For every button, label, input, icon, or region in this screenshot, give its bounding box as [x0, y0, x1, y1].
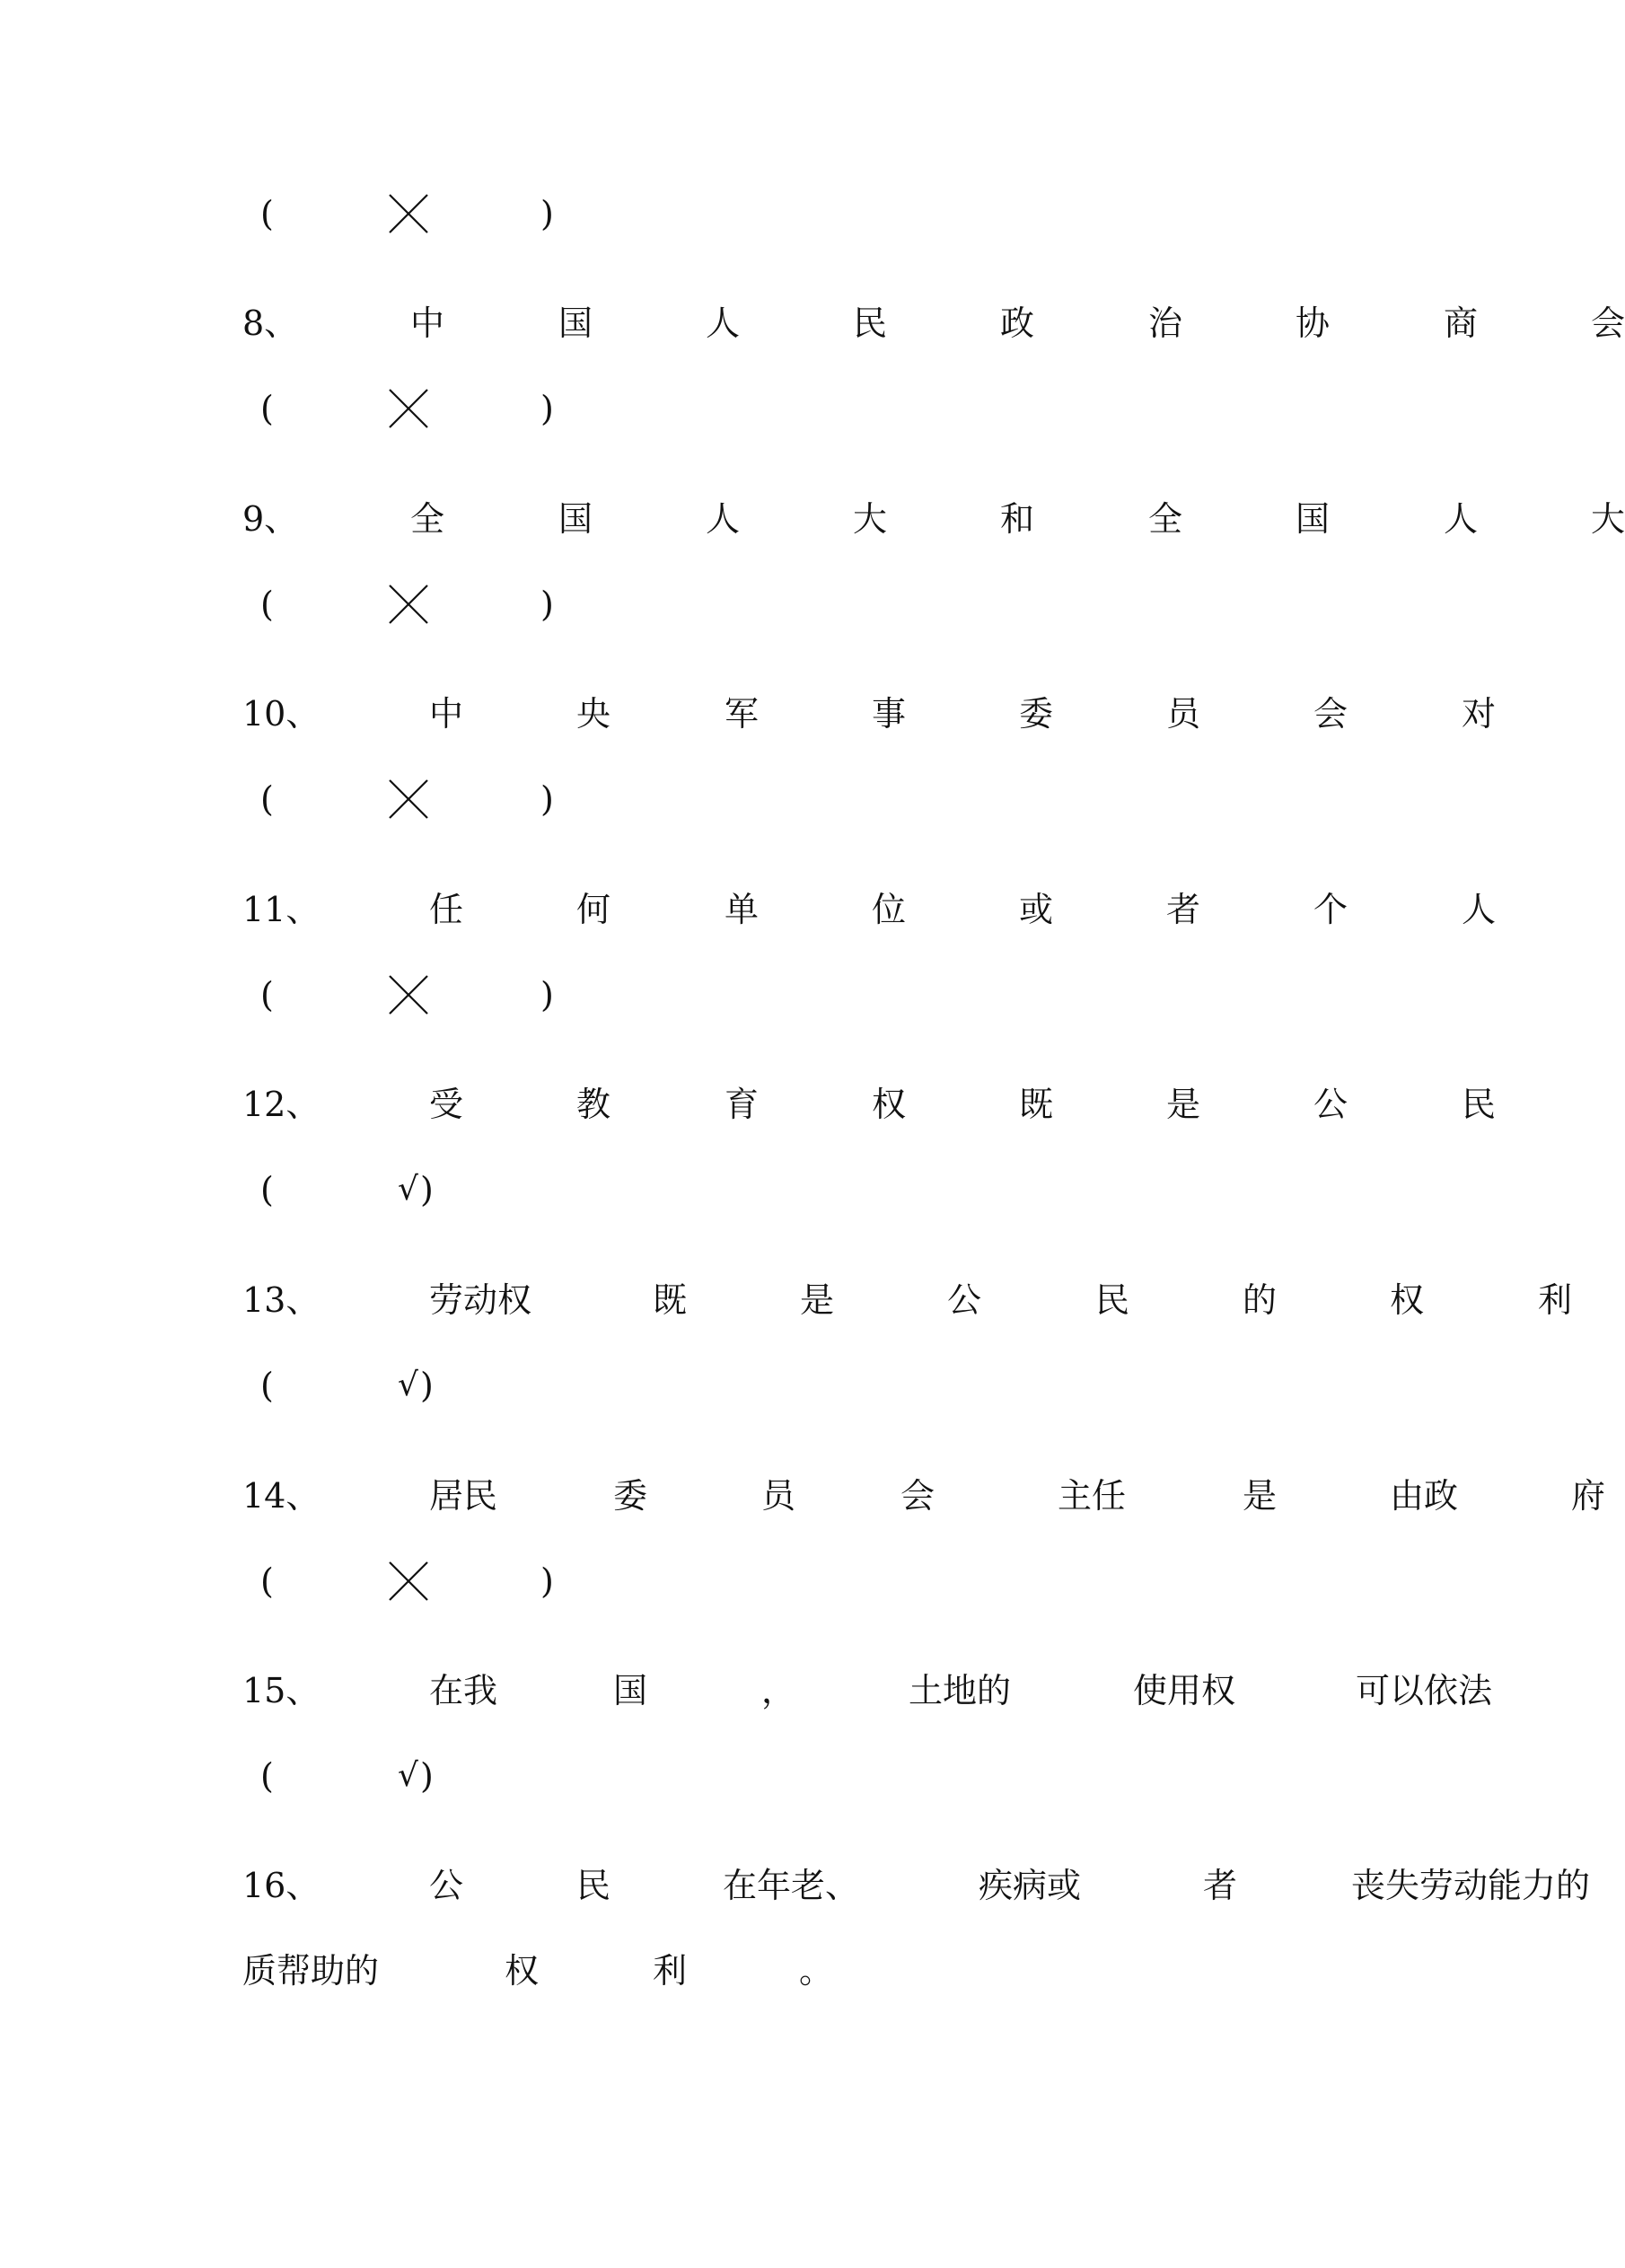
question-word: 治	[1148, 303, 1183, 343]
line-question	[0, 1469, 1606, 1523]
continuation-word: 利	[653, 1951, 688, 1991]
answer-close-paren: )	[420, 1170, 434, 1209]
question-word: 民	[1095, 1280, 1130, 1320]
question-word: 的	[1243, 1280, 1278, 1320]
answer-close-paren: )	[540, 194, 554, 233]
question-word: 民	[1462, 1085, 1497, 1124]
question-word: 疾病或	[979, 1866, 1082, 1905]
question-word: 主任	[1058, 1476, 1127, 1516]
question-word: 何	[576, 890, 611, 929]
answer-open-paren: (	[260, 1366, 274, 1405]
question-word: 委	[613, 1476, 648, 1516]
question-word: 是	[1166, 1085, 1201, 1124]
question-word: 国	[558, 303, 593, 343]
continuation-word: 权	[505, 1951, 540, 1991]
question-word: 和	[1000, 499, 1035, 539]
answer-close-paren: )	[540, 389, 554, 428]
question-word: 使用权	[1133, 1671, 1236, 1710]
question-number: 16、	[242, 1866, 321, 1905]
question-word: 土地的	[909, 1671, 1012, 1710]
line-answer	[0, 968, 1603, 1022]
answer-open-paren: (	[260, 194, 274, 233]
question-word: 人	[706, 303, 741, 343]
question-word: 央	[576, 694, 611, 734]
question-word: 是	[1243, 1476, 1278, 1516]
line-question	[0, 1273, 1603, 1327]
question-number: 12、	[242, 1085, 321, 1124]
question-word: 教	[576, 1085, 611, 1124]
line-answer	[0, 1554, 1603, 1608]
question-word: 军	[725, 694, 760, 734]
question-word: 商	[1444, 303, 1479, 343]
question-word: 中	[429, 694, 464, 734]
line-question	[0, 296, 1625, 350]
answer-open-paren: (	[260, 389, 274, 428]
question-word: 权	[1390, 1280, 1425, 1320]
question-word: 公	[1313, 1085, 1348, 1124]
question-word: 人	[706, 499, 741, 539]
check-mark: √	[398, 1757, 418, 1794]
question-word: 全	[1148, 499, 1183, 539]
question-word: 单	[725, 890, 760, 929]
question-word: 利	[1538, 1280, 1573, 1320]
line-answer	[0, 187, 1603, 241]
question-word: 中	[410, 303, 445, 343]
question-word: 者	[1166, 890, 1201, 929]
question-word: 个	[1313, 890, 1348, 929]
question-number: 9、	[242, 499, 299, 539]
question-word: 协	[1296, 303, 1331, 343]
cross-mark-icon	[386, 386, 431, 431]
line-answer	[0, 772, 1603, 826]
question-word: 人	[1462, 890, 1497, 929]
question-word: 府	[1571, 1476, 1606, 1516]
cross-mark-icon	[386, 777, 431, 822]
answer-open-paren: (	[260, 975, 274, 1015]
question-word: 既	[1019, 1085, 1054, 1124]
question-number: 10、	[242, 694, 321, 734]
question-word: 员	[1166, 694, 1201, 734]
line-answer	[0, 1358, 1603, 1412]
question-word: 政	[1000, 303, 1035, 343]
question-word: 育	[725, 1085, 760, 1124]
cross-mark-icon	[386, 582, 431, 627]
question-word: 权	[872, 1085, 907, 1124]
line-answer	[0, 1163, 1603, 1217]
continuation-word: 。	[799, 1951, 834, 1991]
line-question	[0, 883, 1603, 936]
answer-open-paren: (	[260, 1561, 274, 1601]
question-number: 14、	[242, 1476, 321, 1516]
question-number: 13、	[242, 1280, 321, 1320]
question-word: 国	[1296, 499, 1331, 539]
answer-close-paren: )	[540, 1561, 554, 1601]
question-word: 会	[900, 1476, 935, 1516]
question-word: 大	[1591, 499, 1625, 539]
question-word: 民	[576, 1866, 611, 1905]
question-word: 会	[1313, 694, 1348, 734]
question-word: 可以依法	[1356, 1671, 1493, 1710]
question-number: 8、	[242, 303, 299, 343]
question-word: 位	[872, 890, 907, 929]
question-word: 或	[1019, 890, 1054, 929]
answer-close-paren: )	[540, 779, 554, 819]
line-question	[0, 492, 1625, 546]
line-continuation	[0, 1944, 1603, 1998]
question-word: 公	[429, 1866, 464, 1905]
question-word: 大	[853, 499, 888, 539]
line-answer	[0, 1749, 1603, 1803]
cross-mark-icon	[386, 972, 431, 1017]
question-word: 是	[800, 1280, 835, 1320]
question-word: 任	[429, 890, 464, 929]
line-question	[0, 1077, 1603, 1131]
line-question	[0, 687, 1603, 741]
answer-close-paren: )	[540, 585, 554, 624]
question-word: 对	[1462, 694, 1497, 734]
question-word: 国	[613, 1671, 648, 1710]
answer-close-paren: )	[540, 975, 554, 1015]
question-number: 15、	[242, 1671, 321, 1710]
question-word: 事	[872, 694, 907, 734]
line-question	[0, 1859, 1603, 1912]
question-word: 在我	[429, 1671, 498, 1710]
question-word: 公	[947, 1280, 982, 1320]
line-question	[0, 1664, 1603, 1718]
answer-close-paren: )	[420, 1366, 434, 1405]
line-answer	[0, 577, 1603, 631]
question-word: 者	[1203, 1866, 1238, 1905]
question-word: 员	[761, 1476, 796, 1516]
question-word: 居民	[429, 1476, 498, 1516]
question-word: 委	[1019, 694, 1054, 734]
question-word: 民	[853, 303, 888, 343]
question-word: 劳动权	[429, 1280, 532, 1320]
question-word: 由政	[1390, 1476, 1459, 1516]
line-answer	[0, 382, 1603, 435]
question-word: 在年老、	[723, 1866, 860, 1905]
answer-open-paren: (	[260, 779, 274, 819]
answer-open-paren: (	[260, 1170, 274, 1209]
question-word: 人	[1444, 499, 1479, 539]
question-word: 国	[558, 499, 593, 539]
answer-open-paren: (	[260, 1756, 274, 1796]
check-mark: √	[398, 1171, 418, 1208]
cross-mark-icon	[386, 1559, 431, 1604]
question-word: 丧失劳动能力的	[1351, 1866, 1591, 1905]
question-word: ，	[761, 1671, 796, 1710]
check-mark: √	[398, 1367, 418, 1403]
question-word: 既	[653, 1280, 688, 1320]
question-word: 受	[429, 1085, 464, 1124]
cross-mark-icon	[386, 191, 431, 236]
question-word: 会	[1591, 303, 1625, 343]
continuation-word: 质帮助的	[242, 1951, 380, 1991]
answer-close-paren: )	[420, 1756, 434, 1796]
question-word: 全	[410, 499, 445, 539]
question-number: 11、	[242, 890, 321, 929]
answer-open-paren: (	[260, 585, 274, 624]
